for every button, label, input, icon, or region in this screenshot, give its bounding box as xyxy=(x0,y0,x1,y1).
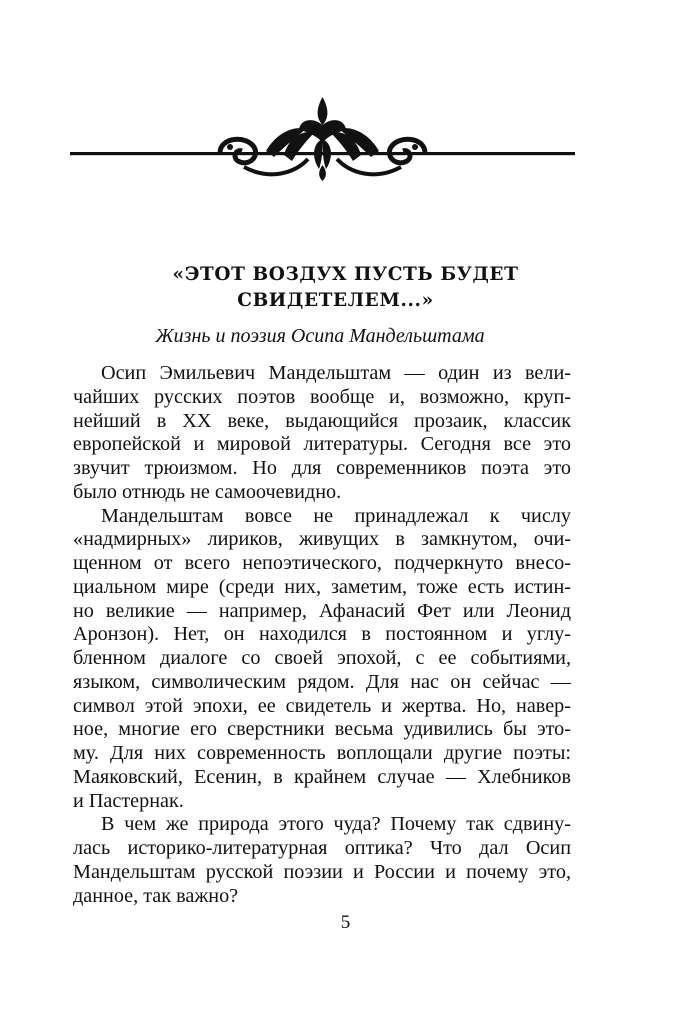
text-line: было отнюдь не самоочевидно. xyxy=(73,480,342,503)
text-line: щенном от всего непоэтического, подчеркнуто внесо- xyxy=(73,552,571,574)
chapter-title-line-1: «ЭТОТ ВОЗДУХ ПУСТЬ БУДЕТ xyxy=(172,264,519,285)
text-line: Мандельштам вовсе не принадлежал к числу xyxy=(101,504,571,527)
text-line: нейший в ХХ веке, выдающийся прозаик, классик xyxy=(73,409,571,432)
chapter-subtitle: Жизнь и поэзия Осипа Мандельштама xyxy=(155,325,485,347)
text-line: чайших русских поэтов вообще и, возможно, круп- xyxy=(73,385,571,408)
text-line: Мандельштам русской поэзии и России и почему это, xyxy=(73,860,571,883)
text-line: звучит трюизмом. Но для современников поэта это xyxy=(73,457,571,479)
text-line: и Пастернак. xyxy=(73,789,184,812)
text-line: Осип Эмильевич Мандельштам — один из вели- xyxy=(101,362,571,384)
text-line: циальном мире (среди них, заметим, тоже есть истин- xyxy=(73,575,571,598)
text-line: лась историко-литературная оптика? Что дал Осип xyxy=(73,837,571,859)
text-line: европейской и мировой литературы. Сегодня все это xyxy=(73,433,571,456)
text-line: языком, символическим рядом. Для нас он сейчас — xyxy=(73,670,571,693)
text-line: му. Для них современность воплощали другие поэты: xyxy=(73,742,571,764)
text-line: ное, многие его сверстники весьма удивились бы это- xyxy=(73,718,571,741)
body-text xyxy=(73,362,571,908)
text-line: но великие — например, Афанасий Фет или Леонид xyxy=(73,599,571,622)
text-line: символ этой эпохи, ее свидетель и жертва. Но, навер- xyxy=(73,694,571,717)
text-line: Аронзон). Нет, он находился в постоянном и углу- xyxy=(73,623,571,646)
text-line: Маяковский, Есенин, в крайнем случае — Хлебников xyxy=(73,765,571,788)
page-number: 5 xyxy=(340,912,351,933)
text-line: данное, так важно? xyxy=(73,884,239,907)
floral-ornament-icon xyxy=(70,95,575,195)
text-line: бленном диалоге со своей эпохой, с ее событиями, xyxy=(73,647,571,669)
chapter-title-line-2: СВИДЕТЕЛЕМ...» xyxy=(237,290,434,311)
text-line: В чем же природа этого чуда? Почему так сдвину- xyxy=(101,813,571,836)
text-line: «надмирных» лириков, живущих в замкнутом, очи- xyxy=(73,528,571,551)
